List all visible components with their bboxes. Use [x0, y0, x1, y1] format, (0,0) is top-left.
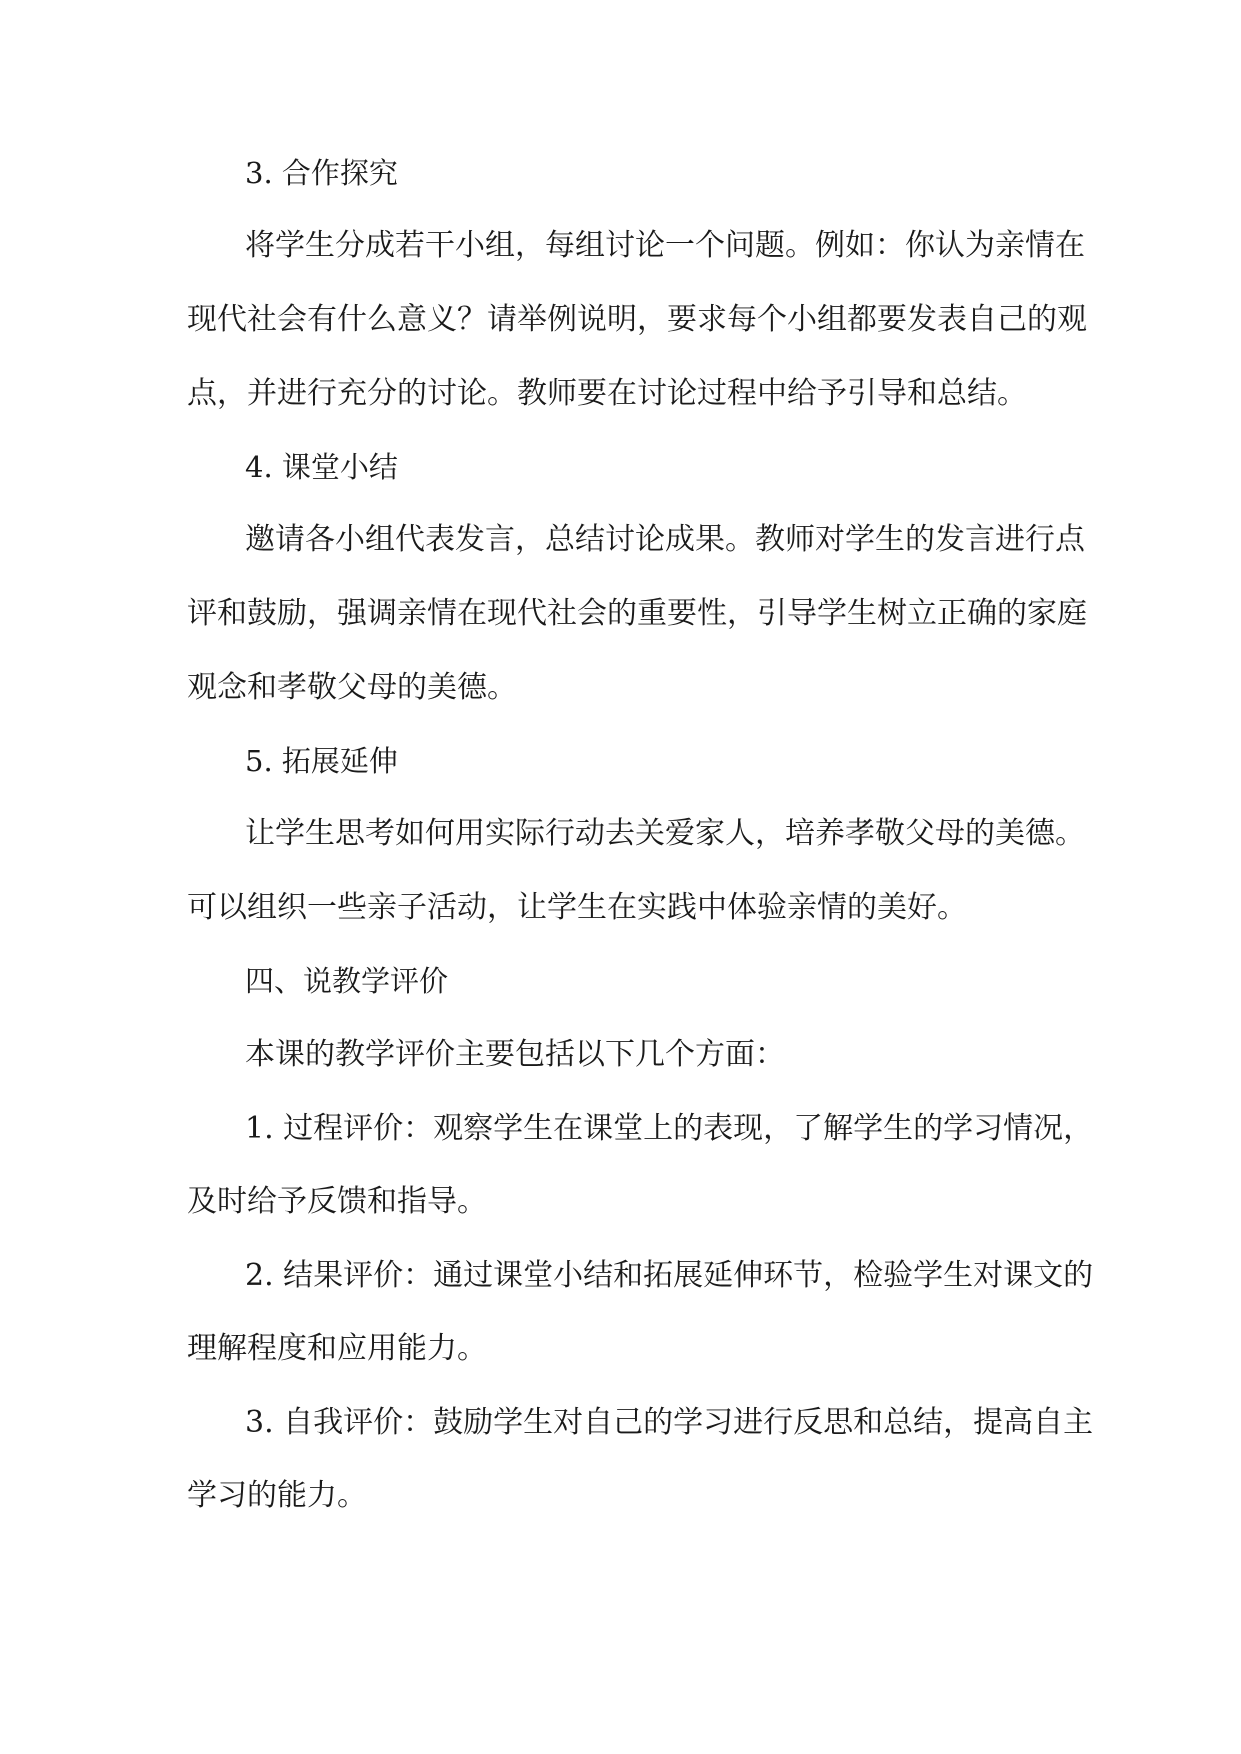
paragraph-line: 学习的能力。 — [187, 1478, 367, 1513]
heading-teaching-evaluation: 四、说教学评价 — [245, 964, 449, 998]
paragraph-line: 观念和孝敬父母的美德。 — [187, 670, 517, 705]
paragraph-line: 可以组织一些亲子活动，让学生在实践中体验亲情的美好。 — [187, 890, 967, 925]
paragraph-line: 本课的教学评价主要包括以下几个方面： — [245, 1037, 785, 1072]
paragraph-line: 现代社会有什么意义？请举例说明，要求每个小组都要发表自己的观 — [187, 302, 1087, 337]
paragraph-line: 3. 自我评价：鼓励学生对自己的学习进行反思和总结，提高自主 — [245, 1405, 1094, 1440]
heading-cooperative-inquiry: 3. 合作探究 — [245, 156, 398, 190]
paragraph-line: 2. 结果评价：通过课堂小结和拓展延伸环节，检验学生对课文的 — [245, 1258, 1094, 1293]
paragraph-line: 1. 过程评价：观察学生在课堂上的表现，了解学生的学习情况， — [245, 1111, 1094, 1146]
paragraph-line: 评和鼓励，强调亲情在现代社会的重要性，引导学生树立正确的家庭 — [187, 596, 1087, 631]
paragraph-line: 及时给予反馈和指导。 — [187, 1184, 487, 1219]
paragraph-line: 理解程度和应用能力。 — [187, 1331, 487, 1366]
paragraph-line: 邀请各小组代表发言，总结讨论成果。教师对学生的发言进行点 — [245, 522, 1085, 557]
heading-class-summary: 4. 课堂小结 — [245, 450, 398, 484]
heading-extension: 5. 拓展延伸 — [245, 744, 398, 778]
paragraph-line: 将学生分成若干小组，每组讨论一个问题。例如：你认为亲情在 — [245, 228, 1085, 263]
paragraph-line: 点，并进行充分的讨论。教师要在讨论过程中给予引导和总结。 — [187, 376, 1027, 411]
paragraph-line: 让学生思考如何用实际行动去关爱家人，培养孝敬父母的美德。 — [245, 816, 1085, 851]
